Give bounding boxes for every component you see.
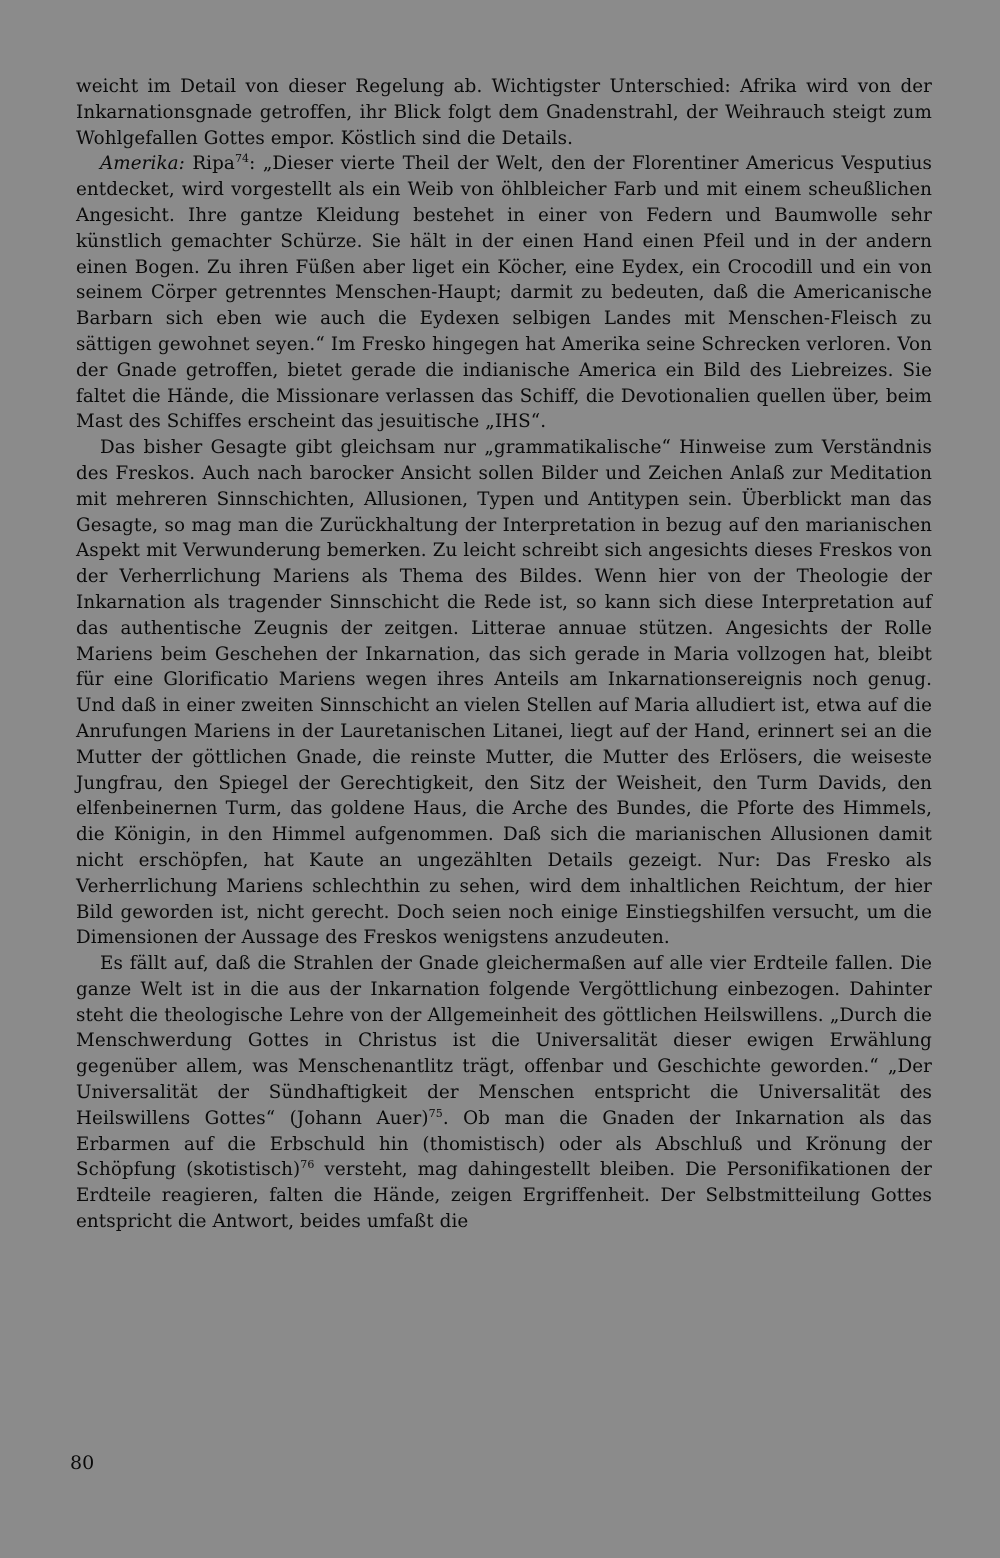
- italic-heading-text: Amerika:: [100, 153, 185, 175]
- paragraph: [76, 151, 932, 435]
- body-text: . Ob man die Gnaden der Inkarnation als das Erbarmen auf die Erbschuld hin (thomistisch) oder als Abschluß und Krönung der Schöpfung (skotistisch): [76, 1107, 932, 1181]
- footnote-reference: 75: [428, 1106, 443, 1120]
- paragraph: [76, 435, 932, 951]
- footnote-reference: 74: [234, 152, 250, 166]
- footnote-reference: 76: [300, 1158, 315, 1172]
- body-text: Es fällt auf, daß die Strahlen der Gnade gleichermaßen auf alle vier Erdteile fallen. Die ganze Welt ist in die aus der Inkarnation folgende Vergöttlichung einbezogen. Dahinter steht die theologische Lehre von der Allgemeinheit des göttlichen Heilswillens. „Durch die Menschwerdung Gottes in Christus ist die Universalität dieser ewigen Erwählung gegenüber allem, was Menschenantlitz trägt, offenbar und Geschichte geworden.“ „Der Universalität der Sündhaftigkeit der Menschen entspricht die Universalität des Heilswillens Gottes“ (Johann Auer): [76, 953, 932, 1129]
- body-text: Das bisher Gesagte gibt gleichsam nur „grammatikalische“ Hinweise zum Verständnis des Freskos. Auch nach barocker Ansicht sollen Bilder und Zeichen Anlaß zur Meditation mit mehreren Sinnschichten, Allusionen, Typen und Antitypen sein. Überblickt man das Gesagte, so mag man die Zurückhaltung der Interpretation in bezug auf den marianischen Aspekt mit Verwunderung bemerken. Zu leicht schreibt sich angesichts dieses Freskos von der Verherrlichung Mariens als Thema des Bildes. Wenn hier von der Theologie der Inkarnation als tragender Sinnschicht die Rede ist, so kann sich diese Interpretation auf das authentische Zeugnis der zeitgen. Litterae annuae stützen. Angesichts der Rolle Mariens beim Geschehen der Inkarnation, das sich gerade in Maria vollzogen hat, bleibt für eine Glorificatio Mariens wegen ihres Anteils am Inkarnationsereignis noch genug. Und daß in einer zweiten Sinnschicht an vielen Stellen auf Maria alludiert ist, etwa auf die Anrufungen Mariens in der Lauretanischen Litanei, liegt auf der Hand, erinnert sei an die Mutter der göttlichen Gnade, die reinste Mutter, die Mutter des Erlösers, die weiseste Jungfrau, den Spiegel der Gerechtigkeit, den Sitz der Weisheit, den Turm Davids, den elfenbeinernen Turm, das goldene Haus, die Arche des Bundes, die Pforte des Himmels, die Königin, in den Himmel aufgenommen. Daß sich die marianischen Allusionen damit nicht erschöpfen, hat Kaute an ungezählten Details gezeigt. Nur: Das Fresko als Verherrlichung Mariens schlechthin zu sehen, wird dem inhaltlichen Reichtum, der hier Bild geworden ist, nicht gerecht. Doch seien noch einige Einstiegshilfen versucht, um die Dimensionen der Aussage des Freskos wenigstens anzudeuten.: [76, 437, 932, 949]
- paragraph: [76, 951, 932, 1235]
- paragraph: [76, 74, 932, 151]
- body-text: Ripa: [184, 153, 235, 175]
- page-number: 80: [70, 1452, 95, 1474]
- body-text: : „Dieser vierte Theil der Welt, den der Florentiner Americus Vesputius entdecket, wird vorgestellt als ein Weib von öhlbleicher Farb und mit einem scheußlichen Angesicht. Ihre gantze Kleidung bestehet in einer von Federn und Baumwolle sehr künstlich gemachter Schürze. Sie hält in der einen Hand einen Pfeil und in der andern einen Bogen. Zu ihren Füßen aber liget ein Köcher, eine Eydex, ein Crocodill und ein von seinem Cörper getrenntes Menschen-Haupt; darmit zu bedeuten, daß die Americanische Barbarn sich eben wie auch die Eydexen selbigen Landes mit Menschen-Fleisch zu sättigen gewohnet seyen.“ Im Fresko hingegen hat Amerika seine Schrecken verloren. Von der Gnade getroffen, bietet gerade die indianische America ein Bild des Liebreizes. Sie faltet die Hände, die Missionare verlassen das Schiff, die Devotionalien quellen über, beim Mast des Schiffes erscheint das jesuitische „IHS“.: [76, 153, 932, 433]
- body-text: versteht, mag dahingestellt bleiben. Die Personifikationen der Erdteile reagieren, falten die Hände, zeigen Ergriffenheit. Der Selbstmitteilung Gottes entspricht die Antwort, beides umfaßt die: [76, 1159, 932, 1233]
- body-text: weicht im Detail von dieser Regelung ab. Wichtigster Unterschied: Afrika wird von der Inkarnationsgnade getroffen, ihr Blick folgt dem Gnadenstrahl, der Weihrauch steigt zum Wohlgefallen Gottes empor. Köstlich sind die Details.: [76, 76, 932, 149]
- page-body: [76, 74, 932, 1235]
